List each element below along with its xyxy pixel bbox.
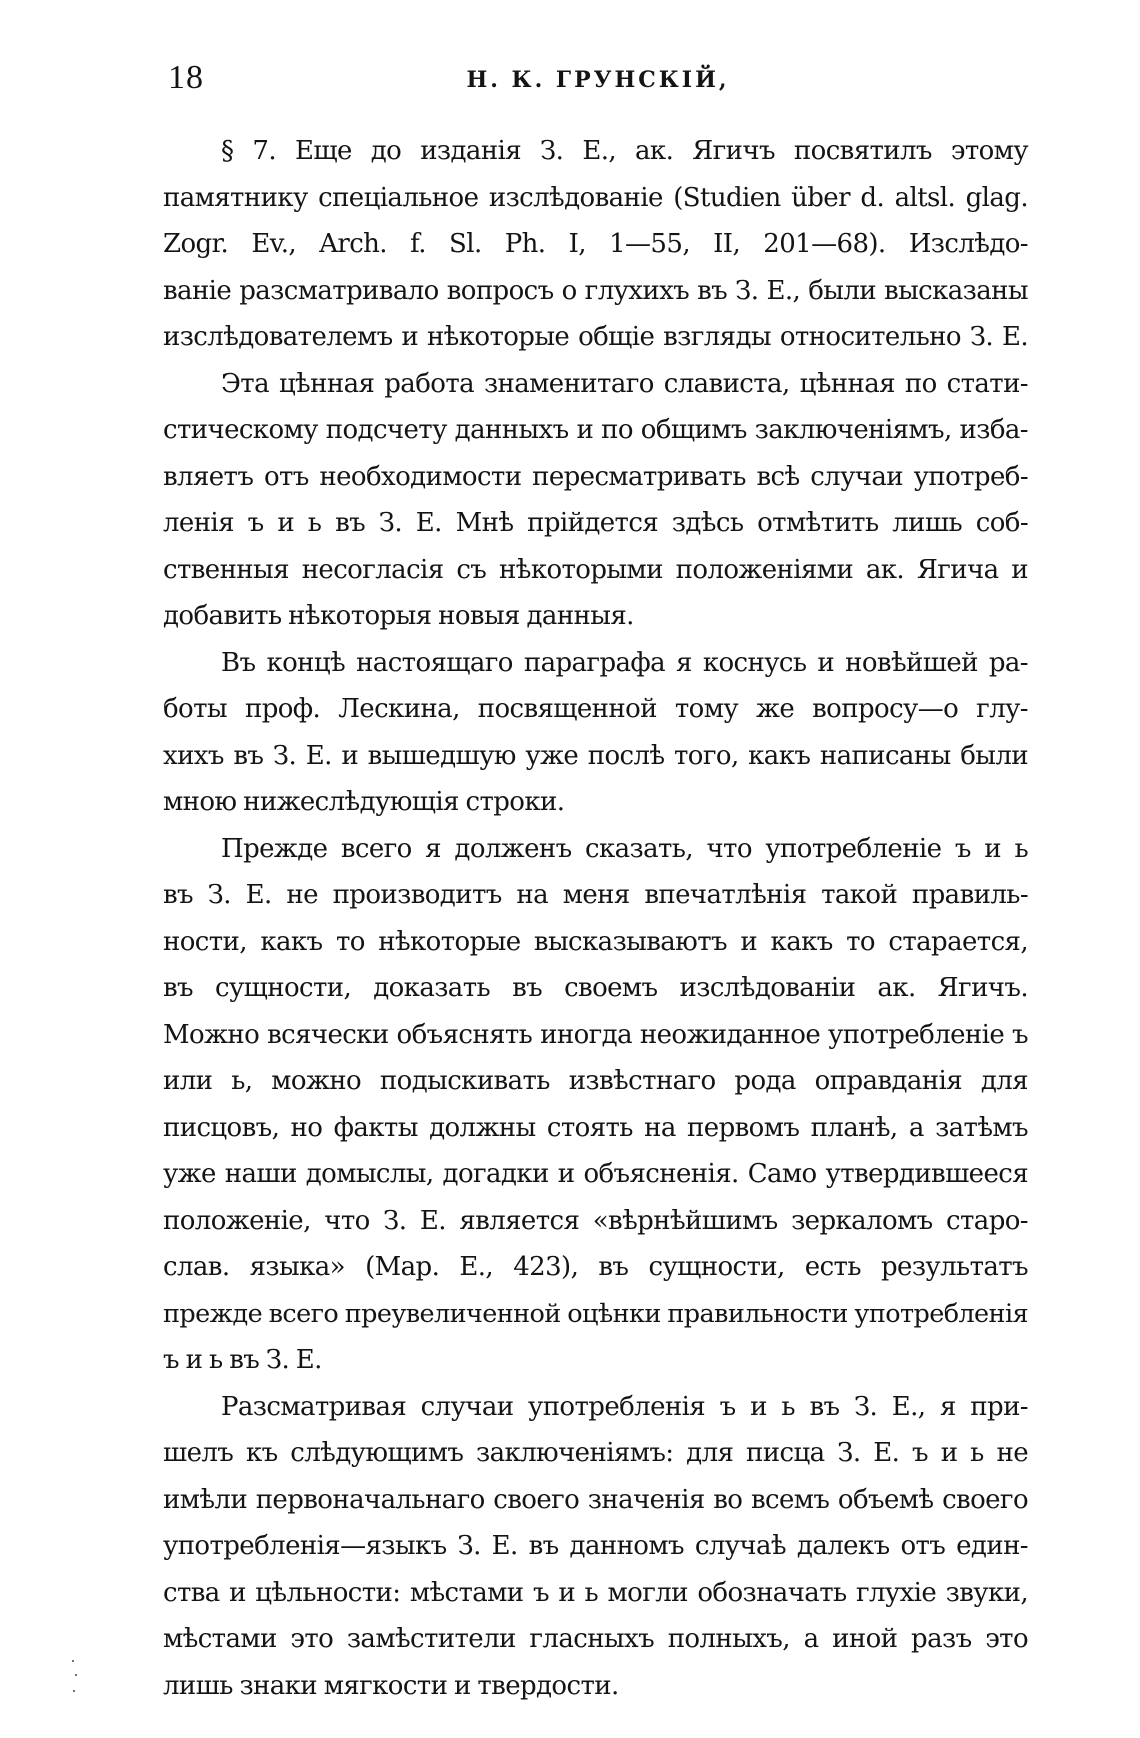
text-line: § 7. Еще до изданія З. Е., ак. Ягичъ посвятилъ этому bbox=[221, 136, 1028, 166]
paragraph bbox=[163, 361, 1028, 640]
speck bbox=[73, 1690, 75, 1692]
text-line: добавить нѣкоторыя новыя данныя. bbox=[163, 601, 634, 631]
text-line: ности, какъ то нѣкоторые высказываютъ и какъ то старается, bbox=[163, 926, 1028, 957]
text-line: боты проф. Лескина, посвященной тому же вопросу—о глу- bbox=[163, 694, 1028, 724]
text-line: слав. языка» (Мар. Е., 423), въ сущности, есть результатъ bbox=[163, 1252, 1028, 1282]
text-line: ственныя несогласія съ нѣкоторыми положеніями ак. Ягича и bbox=[163, 554, 1028, 585]
text-line: въ З. Е. не производитъ на меня впечатлѣнія такой правиль- bbox=[163, 880, 1028, 910]
text-line: Можно всячески объяснять иногда неожиданное употребленіе ъ bbox=[163, 1019, 1028, 1050]
speck bbox=[75, 1674, 77, 1676]
text-line: въ сущности, доказать въ своемъ изслѣдованіи ак. Ягичъ. bbox=[163, 973, 1028, 1003]
paragraph bbox=[163, 1384, 1028, 1710]
text-line: мѣстами это замѣстители гласныхъ полныхъ, а иной разъ это bbox=[163, 1624, 1028, 1654]
paragraph bbox=[163, 128, 1028, 361]
text-line: мною нижеслѣдующія строки. bbox=[163, 787, 565, 817]
text-line: ъ и ь въ З. Е. bbox=[163, 1345, 322, 1375]
text-line: ваніе разсматривало вопросъ о глухихъ въ З. Е., были высказаны bbox=[163, 275, 1028, 306]
paragraph bbox=[163, 826, 1028, 1384]
speck bbox=[72, 1660, 74, 1662]
running-head-author: Н. К. ГРУНСКІЙ, bbox=[466, 67, 730, 93]
text-line: имѣли первоначальнаго своего значенія во всемъ объемѣ своего bbox=[163, 1484, 1028, 1515]
text-line: Zogr. Ev., Arch. f. Sl. Ph. I, 1—55, II, 201—68). Изслѣдо- bbox=[163, 229, 1028, 259]
text-line: положеніе, что З. Е. является «вѣрнѣйшимъ зеркаломъ старо- bbox=[163, 1205, 1028, 1236]
text-line: вляетъ отъ необходимости пересматривать всѣ случаи употреб- bbox=[163, 461, 1028, 492]
text-line: шелъ къ слѣдующимъ заключеніямъ: для писца З. Е. ъ и ь не bbox=[163, 1438, 1028, 1468]
text-line: Въ концѣ настоящаго параграфа я коснусь и новѣйшей ра- bbox=[221, 647, 1028, 678]
text-line: Разсматривая случаи употребленія ъ и ь въ З. Е., я при- bbox=[221, 1391, 1028, 1422]
text-line: прежде всего преувеличенной оцѣнки правильности употребленія bbox=[163, 1298, 1028, 1329]
running-head bbox=[168, 58, 1028, 98]
text-line: ленія ъ и ь въ З. Е. Мнѣ прійдется здѣсь отмѣтить лишь соб- bbox=[163, 508, 1028, 538]
text-line: писцовъ, но факты должны стоять на первомъ планѣ, а затѣмъ bbox=[163, 1112, 1028, 1143]
text-line: уже наши домыслы, догадки и объясненія. Само утвердившееся bbox=[163, 1159, 1028, 1189]
paragraph bbox=[163, 640, 1028, 826]
text-line: лишь знаки мягкости и твердости. bbox=[163, 1670, 619, 1701]
text-line: Прежде всего я долженъ сказать, что употребленіе ъ и ь bbox=[221, 833, 1028, 864]
body-text bbox=[163, 128, 1028, 1709]
text-line: или ь, можно подыскивать извѣстнаго рода оправданія для bbox=[163, 1066, 1028, 1096]
text-line: памятнику спеціальное изслѣдованіе (Studien über d. altsl. glag. bbox=[163, 182, 1028, 213]
page-number: 18 bbox=[168, 59, 204, 96]
text-line: употребленія—языкъ З. Е. въ данномъ случаѣ далекъ отъ един- bbox=[163, 1531, 1028, 1561]
text-line: хихъ въ З. Е. и вышедшую уже послѣ того, какъ написаны были bbox=[163, 740, 1028, 771]
text-line: Эта цѣнная работа знаменитаго слависта, цѣнная по стати- bbox=[221, 368, 1028, 399]
text-line: стическому подсчету данныхъ и по общимъ заключеніямъ, изба- bbox=[163, 415, 1028, 445]
paper-specks bbox=[72, 1660, 78, 1700]
text-line: изслѣдователемъ и нѣкоторые общіе взгляды относительно З. Е. bbox=[163, 322, 1028, 352]
text-line: ства и цѣльности: мѣстами ъ и ь могли обозначать глухіе звуки, bbox=[163, 1577, 1028, 1608]
